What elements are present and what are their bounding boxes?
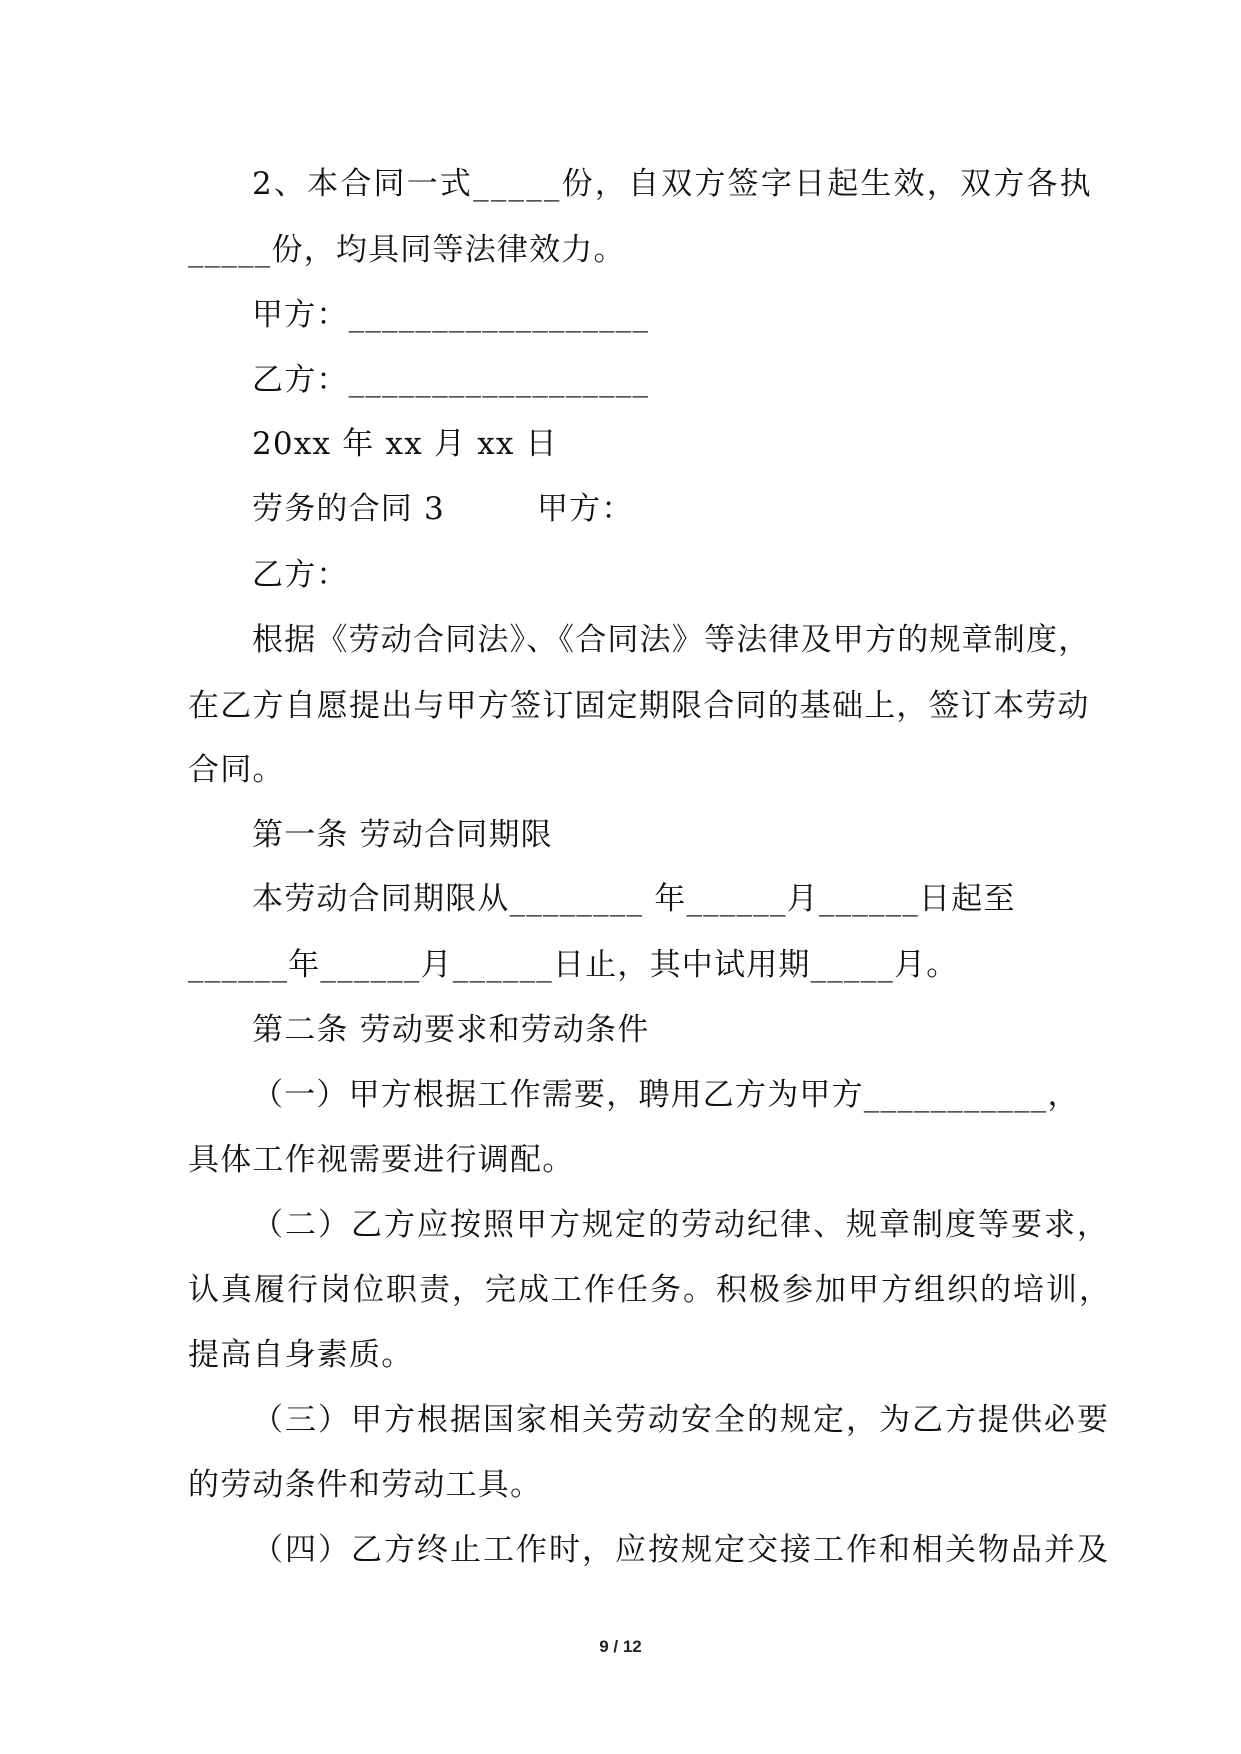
article-2-item-2-line-1: （二）乙方应按照甲方规定的劳动纪律、规章制度等要求， (252, 1207, 1110, 1243)
date-line: 20xx 年 xx 月 xx 日 (252, 426, 558, 462)
preamble-line-3: 合同。 (188, 752, 285, 788)
article-2-item-3-line-1: （三）甲方根据国家相关劳动安全的规定，为乙方提供必要 (252, 1402, 1110, 1438)
article-2-item-2-line-3: 提高自身素质。 (188, 1337, 414, 1373)
contract-3-party-b: 乙方： (252, 557, 349, 593)
article-2-item-2-line-2: 认真履行岗位职责，完成工作任务。积极参加甲方组织的培训， (188, 1272, 1112, 1308)
article-2-item-1-line-2: 具体工作视需要进行调配。 (188, 1142, 575, 1178)
article-1-heading: 第一条 劳动合同期限 (252, 817, 553, 853)
contract-3-title: 劳务的合同 3 (252, 491, 445, 527)
party-b-signature-line: 乙方：__________________ (252, 362, 650, 398)
preamble-line-2: 在乙方自愿提出与甲方签订固定期限合同的基础上，签订本劳动 (188, 688, 1090, 724)
article-1-line-1: 本劳动合同期限从________ 年______月______日起至 (252, 881, 1016, 917)
page-number: 9 / 12 (599, 1637, 642, 1656)
party-a-signature-line: 甲方：__________________ (252, 297, 650, 333)
article-2-heading: 第二条 劳动要求和劳动条件 (252, 1012, 650, 1048)
clause-copies-line-2: _____份，均具同等法律效力。 (188, 232, 626, 268)
contract-3-party-a: 甲方： (536, 491, 634, 527)
article-2-item-1-line-1: （一）甲方根据工作需要，聘用乙方为甲方___________， (252, 1077, 1080, 1113)
contract-3-heading-line (252, 489, 634, 529)
article-2-item-4-line-1: （四）乙方终止工作时，应按规定交接工作和相关物品并及 (252, 1532, 1110, 1568)
article-1-line-2: ______年______月______日止，其中试用期_____月。 (188, 947, 959, 983)
preamble-line-1: 根据《劳动合同法》、《合同法》等法律及甲方的规章制度， (252, 622, 1091, 658)
article-2-item-3-line-2: 的劳动条件和劳动工具。 (188, 1467, 543, 1503)
clause-copies-line-1: 2、本合同一式_____份，自双方签字日起生效，双方各执 (252, 166, 1093, 202)
